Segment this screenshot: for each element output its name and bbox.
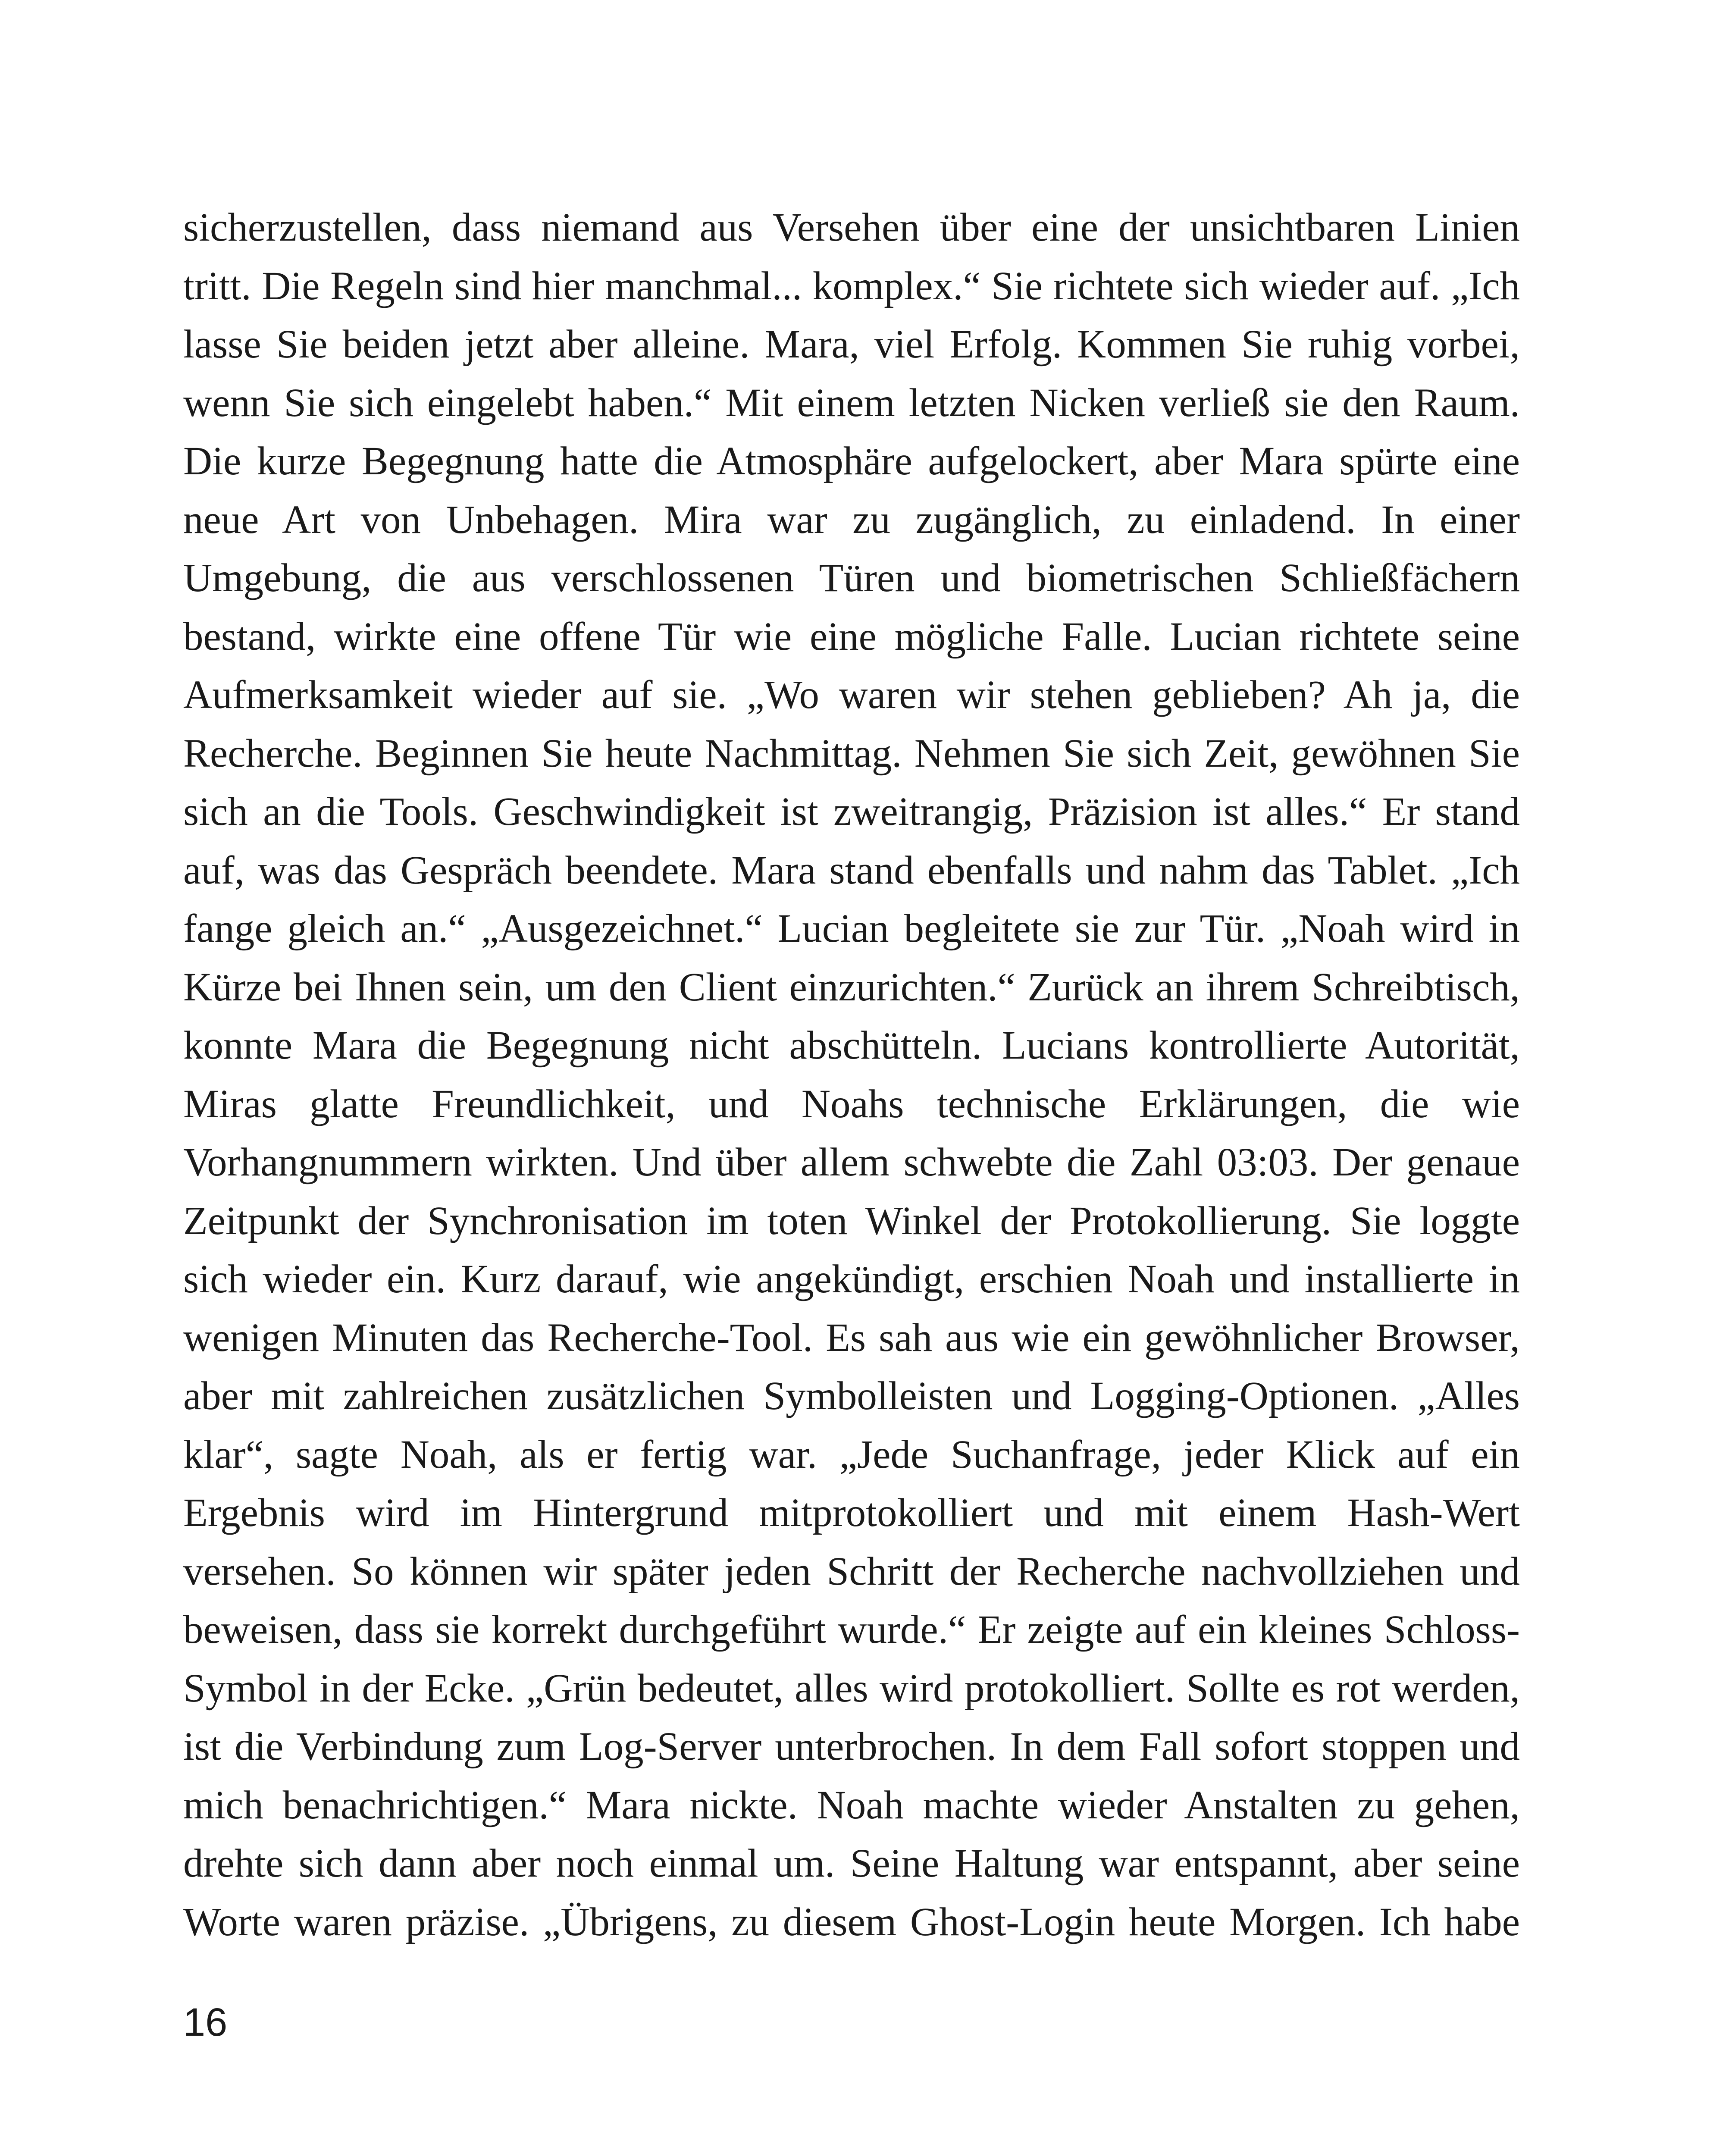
text-line: Zeitpunkt der Synchronisation im toten Winkel der Protokollierung. Sie loggte xyxy=(183,1198,1520,1243)
text-line: Umgebung, die aus verschlossenen Türen und biometrischen Schließfächern xyxy=(183,556,1520,600)
text-line: neue Art von Unbehagen. Mira war zu zugänglich, zu einladend. In einer xyxy=(183,497,1520,542)
text-line: ist die Verbindung zum Log-Server unterbrochen. In dem Fall sofort stoppen und xyxy=(183,1724,1520,1769)
text-line: Miras glatte Freundlichkeit, und Noahs technische Erklärungen, die wie xyxy=(183,1081,1520,1126)
text-line: mich benachrichtigen.“ Mara nickte. Noah machte wieder Anstalten zu gehen, xyxy=(183,1783,1520,1827)
text-line: Die kurze Begegnung hatte die Atmosphäre aufgelockert, aber Mara spürte eine xyxy=(183,439,1520,483)
text-line: Aufmerksamkeit wieder auf sie. „Wo waren wir stehen geblieben? Ah ja, die xyxy=(183,673,1520,717)
text-line: Recherche. Beginnen Sie heute Nachmittag. Nehmen Sie sich Zeit, gewöhnen Sie xyxy=(183,731,1520,776)
text-line: wenn Sie sich eingelebt haben.“ Mit einem letzten Nicken verließ sie den Raum. xyxy=(183,380,1520,425)
text-line: sicherzustellen, dass niemand aus Versehen über eine der unsichtbaren Linien xyxy=(183,205,1520,250)
text-line: Kürze bei Ihnen sein, um den Client einzurichten.“ Zurück an ihrem Schreibtisch, xyxy=(183,965,1520,1009)
text-line: Worte waren präzise. „Übrigens, zu diesem Ghost-Login heute Morgen. Ich habe xyxy=(183,1899,1520,1944)
text-line: beweisen, dass sie korrekt durchgeführt wurde.“ Er zeigte auf ein kleines Schloss- xyxy=(183,1608,1520,1652)
text-line: Symbol in der Ecke. „Grün bedeutet, alles wird protokolliert. Sollte es rot werden, xyxy=(183,1666,1520,1711)
text-line: sich wieder ein. Kurz darauf, wie angekündigt, erschien Noah und installierte in xyxy=(183,1257,1520,1301)
text-line: versehen. So können wir später jeden Schritt der Recherche nachvollziehen und xyxy=(183,1549,1520,1594)
text-line: wenigen Minuten das Recherche-Tool. Es sah aus wie ein gewöhnlicher Browser, xyxy=(183,1315,1520,1360)
body-text xyxy=(183,198,1520,1951)
text-line: klar“, sagte Noah, als er fertig war. „Jede Suchanfrage, jeder Klick auf ein xyxy=(183,1432,1520,1477)
text-line: drehte sich dann aber noch einmal um. Seine Haltung war entspannt, aber seine xyxy=(183,1841,1520,1886)
text-line: lasse Sie beiden jetzt aber alleine. Mara, viel Erfolg. Kommen Sie ruhig vorbei, xyxy=(183,322,1520,367)
page-number: 16 xyxy=(183,2000,228,2044)
text-line: aber mit zahlreichen zusätzlichen Symbolleisten und Logging-Optionen. „Alles xyxy=(183,1374,1520,1418)
text-line: konnte Mara die Begegnung nicht abschütteln. Lucians kontrollierte Autorität, xyxy=(183,1023,1520,1068)
text-line: Ergebnis wird im Hintergrund mitprotokolliert und mit einem Hash-Wert xyxy=(183,1491,1520,1535)
text-line: sich an die Tools. Geschwindigkeit ist zweitrangig, Präzision ist alles.“ Er stand xyxy=(183,790,1520,834)
text-line: Vorhangnummern wirkten. Und über allem schwebte die Zahl 03:03. Der genaue xyxy=(183,1140,1520,1185)
text-line: fange gleich an.“ „Ausgezeichnet.“ Lucian begleitete sie zur Tür. „Noah wird in xyxy=(183,906,1520,951)
text-line: bestand, wirkte eine offene Tür wie eine mögliche Falle. Lucian richtete seine xyxy=(183,614,1520,659)
text-line: auf, was das Gespräch beendete. Mara stand ebenfalls und nahm das Tablet. „Ich xyxy=(183,848,1520,893)
text-line: tritt. Die Regeln sind hier manchmal... komplex.“ Sie richtete sich wieder auf. „Ich xyxy=(183,263,1520,308)
